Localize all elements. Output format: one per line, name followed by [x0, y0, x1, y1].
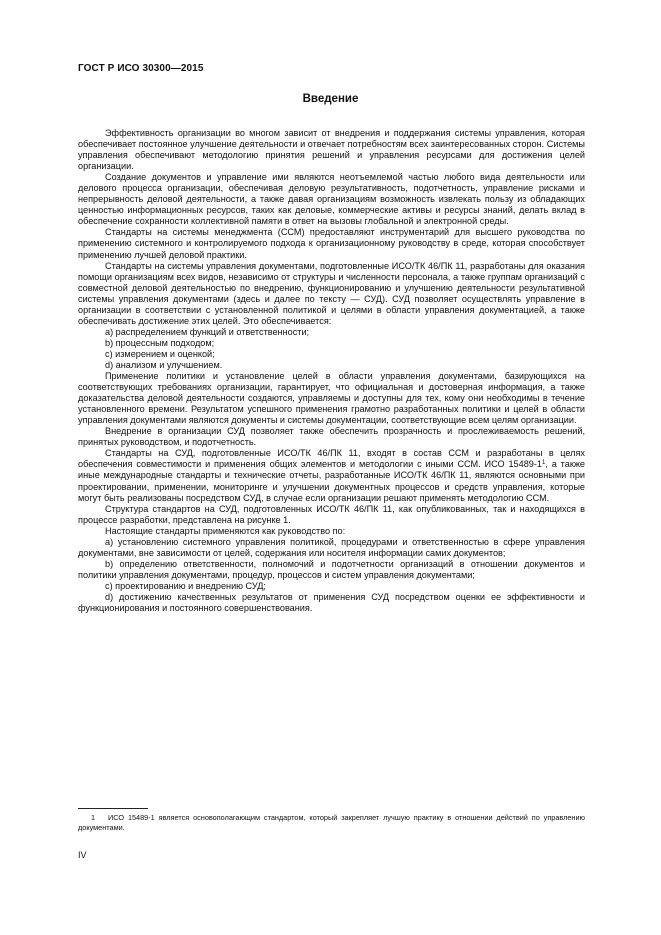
list-item: b) определению ответственности, полномочий и подотчетности организаций в отношении документов и политики управления документами, процедур, процессов и систем управления документами; [78, 558, 585, 580]
footnote-text: ИСО 15489-1 является основополагающим стандартом, который закрепляет лучшую практику в отношении действий по управлению документами. [78, 813, 585, 832]
paragraph: Настоящие стандарты применяются как руководство по: [105, 525, 346, 536]
paragraph: Эффективность организации во многом зависит от внедрения и поддержания системы управления, которая обеспечивает постоянное улучшение деятельности и отвечает потребностям всех заинтересованных сторон. Системы управления обеспечивают методологию принятия решений и управления ресурсами для достижения целей организации. [78, 128, 585, 172]
list-item: d) достижению качественных результатов от применения СУД посредством оценки ее эффективности и функционирования и постоянного совершенствования. [78, 591, 585, 614]
paragraph: Применение политики и установление целей в области управления документами, базирующихся на соответствующих требованиях организации, гарантирует, что официальная и достоверная информация, а также доказательства деловой деятельности создаются, управляемы и доступны для тех, кому они необходимы в течение установленного времени. Результатом успешного применения грамотно разработанных политики и целей в области управления документами являются документы и системы документации, соответствующие всем целям организации. [78, 371, 585, 426]
list-item: a) распределением функций и ответственности; [105, 326, 310, 337]
list-item: a) установлению системного управления политикой, процедурами и ответственностью в сфере управления документами, вне зависимости от целей, содержания или носителя информации самих документов; [78, 536, 585, 558]
paragraph: Стандарты на системы менеджмента (ССМ) предоставляют инструментарий для высшего руководства по применению системного и контролируемого подхода к организационному руководству в среде, которая способствует применению лучшей деловой практики. [78, 227, 585, 260]
list-item: d) анализом и улучшением. [105, 359, 223, 370]
footnote-mark: 1 [90, 813, 96, 822]
list-item: c) проектированию и внедрению СУД; [105, 580, 266, 591]
footnote-separator [78, 808, 148, 809]
paragraph: Структура стандартов на СУД, подготовленных ИСО/ТК 46/ПК 11, как опубликованных, так и находящихся в процессе разработки, представлена на рисунке 1. [78, 503, 585, 525]
list-item: c) измерением и оценкой; [105, 348, 215, 359]
paragraph-with-footnote [78, 448, 585, 503]
list-item: b) процессным подходом; [105, 337, 215, 348]
paragraph-part: Стандарты на СУД, подготовленные ИСО/ТК 46/ПК 11, входят в состав ССМ и разработаны в целях обеспечения совместимости и применения общих элементов и методологии с иными ССМ. ИСО 15489-1 [78, 448, 585, 470]
section-title: Введение [302, 93, 359, 105]
paragraph-part: , а также иные международные стандарты и технические отчеты, разработанные ИСО/ТК 46/ПК 11, являются основными при проектировании, применении, мониторинге и улучшении документных процессов и средств управления, которые могут быть реализованы посредством СУД, в случае если организации решают применять методологию ССМ. [78, 459, 585, 503]
footnote-reference[interactable]: 1 [541, 460, 546, 467]
body-text [78, 128, 585, 614]
paragraph: Внедрение в организации СУД позволяет также обеспечить прозрачность и прослеживаемость решений, принятых руководством, и подотчетность. [78, 426, 585, 448]
document-header: ГОСТ Р ИСО 30300—2015 [78, 63, 204, 74]
paragraph: Создание документов и управление ими являются неотъемлемой частью любого вида деятельности или делового процесса организации, обеспечивая деловую результативность, подотчетность, управление рисками и непрерывность деловой деятельности, а также давая организациям возможность извлекать пользу из обладающих ценностью информационных ресурсов, таких как деловые, коммерческие активы и ресурсы знаний, делать вклад в обеспечение сохранности коллективной памяти в ответ на вызовы глобальной и электронной среды. [78, 172, 585, 227]
footnote [78, 813, 585, 833]
paragraph: Стандарты на системы управления документами, подготовленные ИСО/ТК 46/ПК 11, разработаны для оказания помощи организациям всех видов, независимо от структуры и численности персонала, а также группам организаций с совместной деловой деятельностью по внедрению, функционированию и улучшению деятельности результативной системы управления документами (здесь и далее по тексту — СУД). СУД позволяет осуществлять управление в организации в соответствии с установленной политикой и целями в области управления документацией, а также обеспечивать достижение этих целей. Это обеспечивается: [78, 260, 585, 326]
page-number: IV [78, 850, 87, 860]
